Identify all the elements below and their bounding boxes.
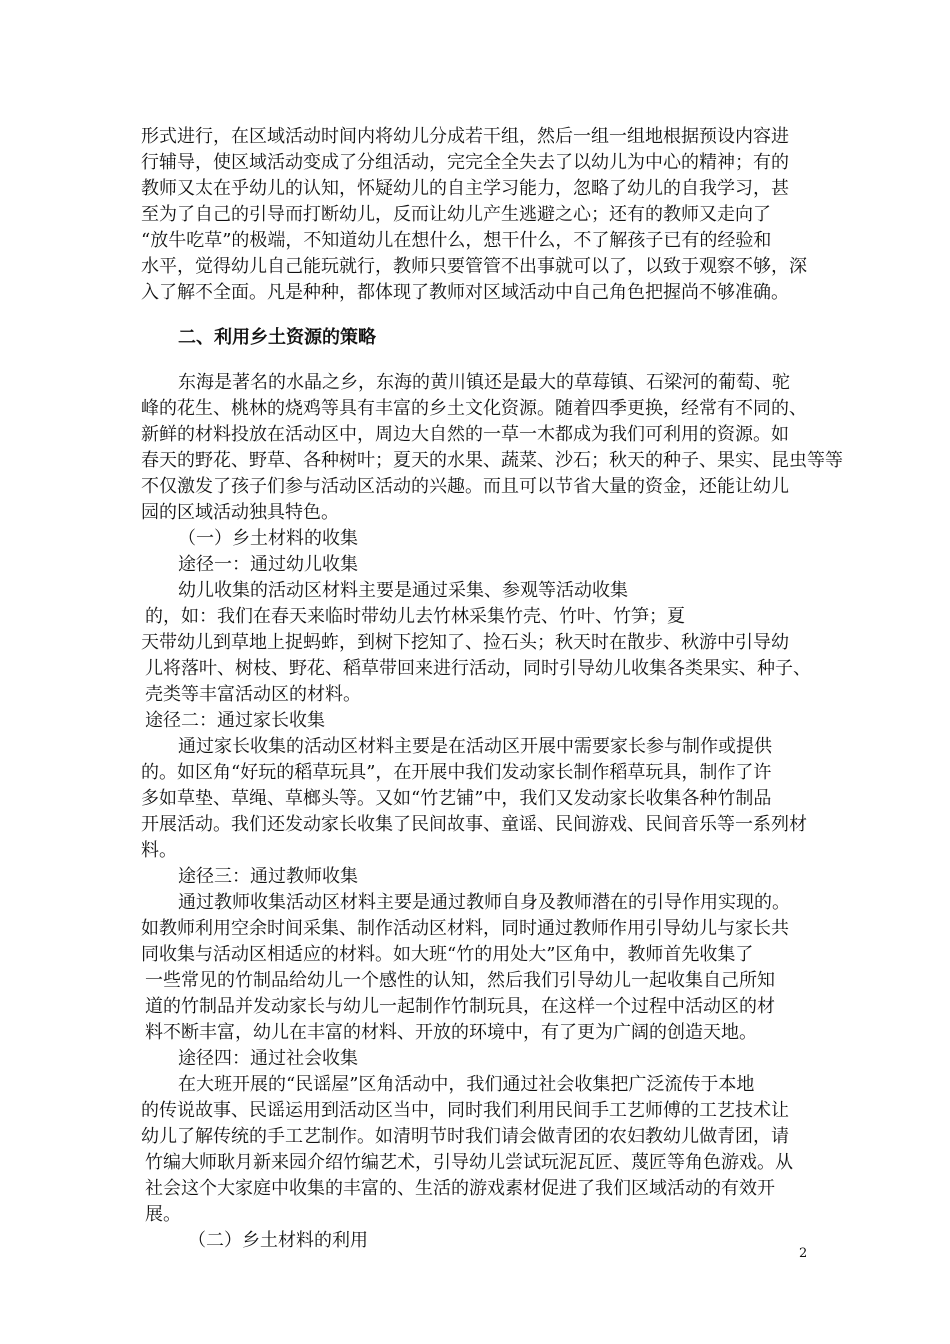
body-text-line: 教师又太在乎幼儿的认知，怀疑幼儿的自主学习能力，忽略了幼儿的自我学习，甚 [141, 178, 789, 199]
section-heading: 二、利用乡土资源的策略 [178, 327, 376, 348]
body-text-line: 通过教师收集活动区材料主要是通过教师自身及教师潜在的引导作用实现的。 [178, 892, 790, 913]
body-text-line: 的传说故事、民谣运用到活动区当中，同时我们利用民间手工艺师傅的工艺技术让 [141, 1100, 789, 1121]
body-text-line: 壳类等丰富活动区的材料。 [145, 684, 361, 705]
body-text-line: 一些常见的竹制品给幼儿一个感性的认知，然后我们引导幼儿一起收集自己所知 [145, 970, 775, 991]
body-text-line: 儿将落叶、树枝、野花、稻草带回来进行活动，同时引导幼儿收集各类果实、种子、 [145, 658, 811, 679]
body-text-line: 在大班开展的“民谣屋”区角活动中，我们通过社会收集把广泛流传于本地 [178, 1074, 755, 1095]
route-title: 途径二：通过家长收集 [145, 710, 325, 731]
body-text-line: 不仅激发了孩子们参与活动区活动的兴趣。而且可以节省大量的资金，还能让幼儿 [141, 476, 789, 497]
body-text-line: 新鲜的材料投放在活动区中，周边大自然的一草一木都成为我们可利用的资源。如 [141, 424, 789, 445]
body-text-line: 开展活动。我们还发动家长收集了民间故事、童谣、民间游戏、民间音乐等一系列材 [141, 814, 807, 835]
body-text-line: 料。 [141, 840, 177, 861]
body-text-line: 的，如：我们在春天来临时带幼儿去竹林采集竹壳、竹叶、竹笋；夏 [145, 606, 685, 627]
body-text-line: 幼儿了解传统的手工艺制作。如清明节时我们请会做青团的农妇教幼儿做青团，请 [141, 1126, 789, 1147]
body-text-line: 如教师利用空余时间采集、制作活动区材料，同时通过教师作用引导幼儿与家长共 [141, 918, 789, 939]
body-text-line: 至为了自己的引导而打断幼儿，反而让幼儿产生逃避之心；还有的教师又走向了 [141, 204, 771, 225]
route-title: 途径一：通过幼儿收集 [178, 554, 358, 575]
subsection-heading: （二）乡土材料的利用 [188, 1230, 368, 1251]
body-text-line: 峰的花生、桃林的烧鸡等具有丰富的乡土文化资源。随着四季更换，经常有不同的、 [141, 398, 807, 419]
body-text-line: 园的区域活动独具特色。 [141, 502, 339, 523]
body-text-line: “放牛吃草”的极端，不知道幼儿在想什么，想干什么，不了解孩子已有的经验和 [141, 230, 772, 251]
body-text-line: 春天的野花、野草、各种树叶；夏天的水果、蔬菜、沙石；秋天的种子、果实、昆虫等等 [141, 450, 843, 471]
body-text-line: 形式进行，在区域活动时间内将幼儿分成若干组，然后一组一组地根据预设内容进 [141, 126, 789, 147]
body-text-line: 道的竹制品并发动家长与幼儿一起制作竹制玩具，在这样一个过程中活动区的材 [145, 996, 775, 1017]
body-text-line: 同收集与活动区相适应的材料。如大班“竹的用处大”区角中，教师首先收集了 [141, 944, 754, 965]
body-text-line: 行辅导，使区域活动变成了分组活动，完完全全失去了以幼儿为中心的精神；有的 [141, 152, 789, 173]
body-text-line: 料不断丰富，幼儿在丰富的材料、开放的环境中，有了更为广阔的创造天地。 [145, 1022, 757, 1043]
body-text-line: 多如草垫、草绳、草榔头等。又如“竹艺铺”中，我们又发动家长收集各种竹制品 [141, 788, 772, 809]
page-number: 2 [799, 1246, 808, 1261]
body-text-line: 通过家长收集的活动区材料主要是在活动区开展中需要家长参与制作或提供 [178, 736, 772, 757]
body-text-line: 展。 [145, 1204, 181, 1225]
route-title: 途径三：通过教师收集 [178, 866, 358, 887]
body-text-line: 竹编大师耿月新来园介绍竹编艺术，引导幼儿尝试玩泥瓦匠、蔑匠等角色游戏。从 [145, 1152, 793, 1173]
body-text-line: 幼儿收集的活动区材料主要是通过采集、参观等活动收集 [178, 580, 628, 601]
route-title: 途径四：通过社会收集 [178, 1048, 358, 1069]
body-text-line: 入了解不全面。凡是种种，都体现了教师对区域活动中自己角色把握尚不够准确。 [141, 282, 789, 303]
body-text-line: 的。如区角“好玩的稻草玩具”，在开展中我们发动家长制作稻草玩具，制作了许 [141, 762, 772, 783]
body-text-line: 东海是著名的水晶之乡，东海的黄川镇还是最大的草莓镇、石梁河的葡萄、驼 [178, 372, 790, 393]
body-text-line: 水平，觉得幼儿自己能玩就行，教师只要管管不出事就可以了，以致于观察不够，深 [141, 256, 807, 277]
body-text-line: 社会这个大家庭中收集的丰富的、生活的游戏素材促进了我们区域活动的有效开 [145, 1178, 775, 1199]
subsection-heading: （一）乡土材料的收集 [178, 528, 358, 549]
body-text-line: 天带幼儿到草地上捉蚂蚱，到树下挖知了、捡石头；秋天时在散步、秋游中引导幼 [141, 632, 789, 653]
